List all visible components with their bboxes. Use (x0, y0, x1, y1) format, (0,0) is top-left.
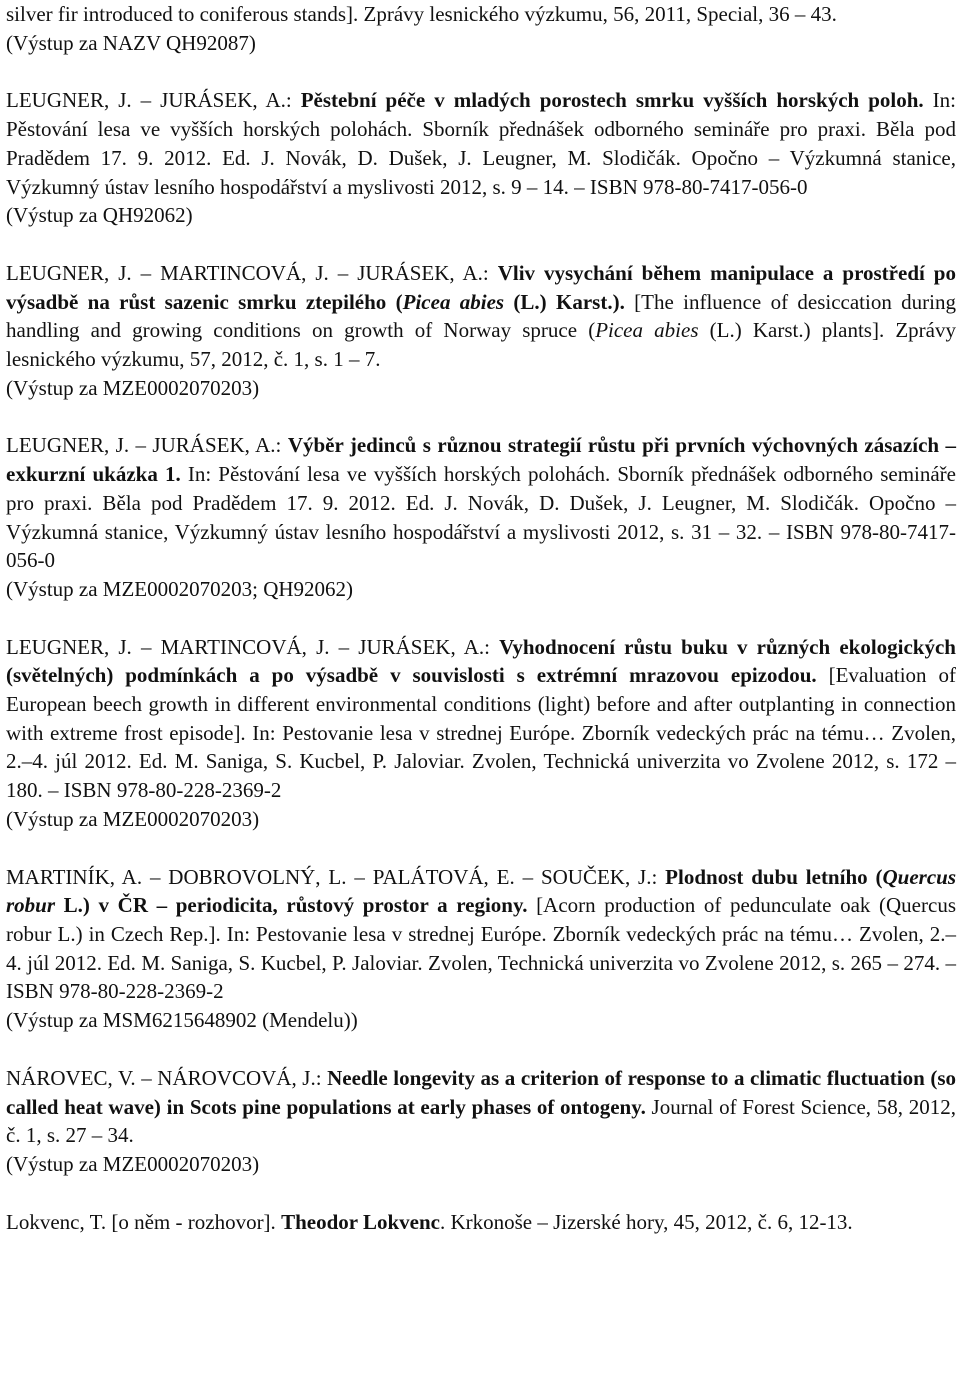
bibliography-entry (6, 86, 956, 230)
entry-text (6, 863, 956, 1007)
entry-source: [Acorn production of pedunculate oak (Quercus robur L.) in Czech Rep.]. In: Pestovanie lesa v strednej Európe. Zborník vedeckých prác na tému… Zvolen, 2.–4. júl 2012. Ed. M. Saniga, S. Kucbel, P. Jaloviar. Zvolen, Technická univerzita vo Zvolene 2012, s. 265 – 274. – ISBN 978-80-228-2369-2 (6, 893, 956, 1004)
entry-output-note: (Výstup za MSM6215648902 (Mendelu)) (6, 1008, 358, 1033)
entry-authors: LEUGNER, J. – JURÁSEK, A.: (6, 433, 288, 458)
entry-source-part: (L.) Karst.) plants]. Zprávy lesnického výzkumu, 57, 2012, č. 1, s. 1 – 7. (6, 318, 956, 372)
entry-source: [Evaluation of European beech growth in different environmental conditions (light) before and after outplanting in connection with extreme frost episode]. In: Pestovanie lesa v strednej Európe. Zborník vedeckých prác na tému… Zvolen, 2.–4. júl 2012. Ed. M. Saniga, S. Kucbel, P. Jaloviar. Zvolen, Technická univerzita vo Zvolene 2012, s. 172 – 180. – ISBN 978-80-228-2369-2 (6, 663, 956, 803)
entry-title: Needle longevity as a criterion of response to a climatic fluctuation (so called heat wave) in Scots pine populations at early phases of ontogeny. (6, 1065, 956, 1119)
entry-output-note: (Výstup za QH92062) (6, 203, 193, 228)
bibliography-entry (6, 431, 956, 603)
entry-authors: NÁROVEC, V. – NÁROVCOVÁ, J.: (6, 1065, 328, 1090)
entry-output-note: (Výstup za MZE0002070203) (6, 806, 260, 831)
entry-title: Pěstební péče v mladých porostech smrku vyšších horských poloh. (300, 88, 924, 113)
bibliography-entry (6, 259, 956, 403)
bibliography-entry (6, 633, 956, 834)
entry-text (6, 1208, 956, 1237)
entry-text (6, 0, 956, 29)
entry-separator (6, 402, 956, 431)
entry-output-note: (Výstup za MZE0002070203; QH92062) (6, 576, 354, 601)
bibliography-entry (6, 863, 956, 1035)
entry-text (6, 1064, 956, 1150)
entry-separator (6, 1179, 956, 1208)
entry-title: Výběr jedinců s různou strategií růstu při prvních výchovných zásazích – exkurzní ukázka 1. (6, 433, 956, 487)
entry-authors: LEUGNER, J. – MARTINCOVÁ, J. – JURÁSEK, A.: (6, 260, 498, 285)
entry-source-species: Picea abies (595, 318, 699, 343)
entry-separator (6, 57, 956, 86)
entry-title-part: (L.) Karst.). (504, 289, 625, 314)
entry-text (6, 431, 956, 575)
entry-text (6, 259, 956, 374)
entry-source: In: Pěstování lesa ve vyšších horských polohách. Sborník přednášek odborného semináře pro praxi. Běla pod Pradědem 17. 9. 2012. Ed. J. Novák, D. Dušek, J. Leugner, M. Slodičák. Opočno – Výzkumná stanice, Výzkumný ústav lesního hospodářství a myslivosti 2012, s. 9 – 14. – ISBN 978-80-7417-056-0 (6, 88, 957, 199)
entry-authors: MARTINÍK, A. – DOBROVOLNÝ, L. – PALÁTOVÁ, E. – SOUČEK, J.: (6, 864, 666, 889)
entry-separator (6, 1035, 956, 1064)
entry-output-note: (Výstup za MZE0002070203) (6, 375, 260, 400)
entry-separator (6, 604, 956, 633)
bibliography-entry (6, 1208, 956, 1237)
entry-title-species: Picea abies (402, 289, 505, 314)
entry-authors: LEUGNER, J. – MARTINCOVÁ, J. – JURÁSEK, A.: (6, 634, 500, 659)
entry-text (6, 86, 956, 201)
entry-text (6, 633, 956, 805)
bibliography-entry (6, 0, 956, 57)
entry-title-part: L.) v ČR – periodicita, růstový prostor a regiony. (55, 893, 528, 918)
entry-title: Vyhodnocení růstu buku v různých ekologických (světelných) podmínkách a po výsadbě v souvislosti s extrémní mrazovou epizodou. (6, 634, 956, 688)
entry-source-part: [The influence of desiccation during handling and growing conditions on growth of Norway spruce ( (6, 289, 957, 343)
entry-source: . Krkonoše – Jizerské hory, 45, 2012, č. 6, 12-13. (439, 1209, 853, 1234)
entry-authors: LEUGNER, J. – JURÁSEK, A.: (6, 88, 301, 113)
entry-output-note: (Výstup za NAZV QH92087) (6, 30, 256, 55)
bibliography-entry (6, 1064, 956, 1179)
entry-title-species: Quercus robur (6, 864, 956, 918)
entry-citation: silver fir introduced to coniferous stands]. Zprávy lesnického výzkumu, 56, 2011, Special, 36 – 43. (6, 2, 837, 26)
entry-authors: Lokvenc, T. [o něm - rozhovor]. (6, 1209, 282, 1234)
entry-separator (6, 230, 956, 259)
entry-source: Journal of Forest Science, 58, 2012, č. 1, s. 27 – 34. (6, 1094, 956, 1148)
entry-separator (6, 834, 956, 863)
entry-title-part: Vliv vysychání během manipulace a prostředí po výsadbě na růst sazenic smrku ztepilého ( (6, 260, 956, 314)
entry-source: In: Pěstování lesa ve vyšších horských polohách. Sborník přednášek odborného semináře pro praxi. Běla pod Pradědem 17. 9. 2012. Ed. J. Novák, D. Dušek, J. Leugner, M. Slodičák. Opočno – Výzkumná stanice, Výzkumný ústav lesního hospodářství a myslivosti 2012, s. 31 – 32. – ISBN 978-80-7417-056-0 (6, 462, 956, 573)
entry-title-part: Plodnost dubu letního ( (665, 864, 883, 889)
entry-output-note: (Výstup za MZE0002070203) (6, 1151, 260, 1176)
entry-title: Theodor Lokvenc (281, 1209, 440, 1234)
